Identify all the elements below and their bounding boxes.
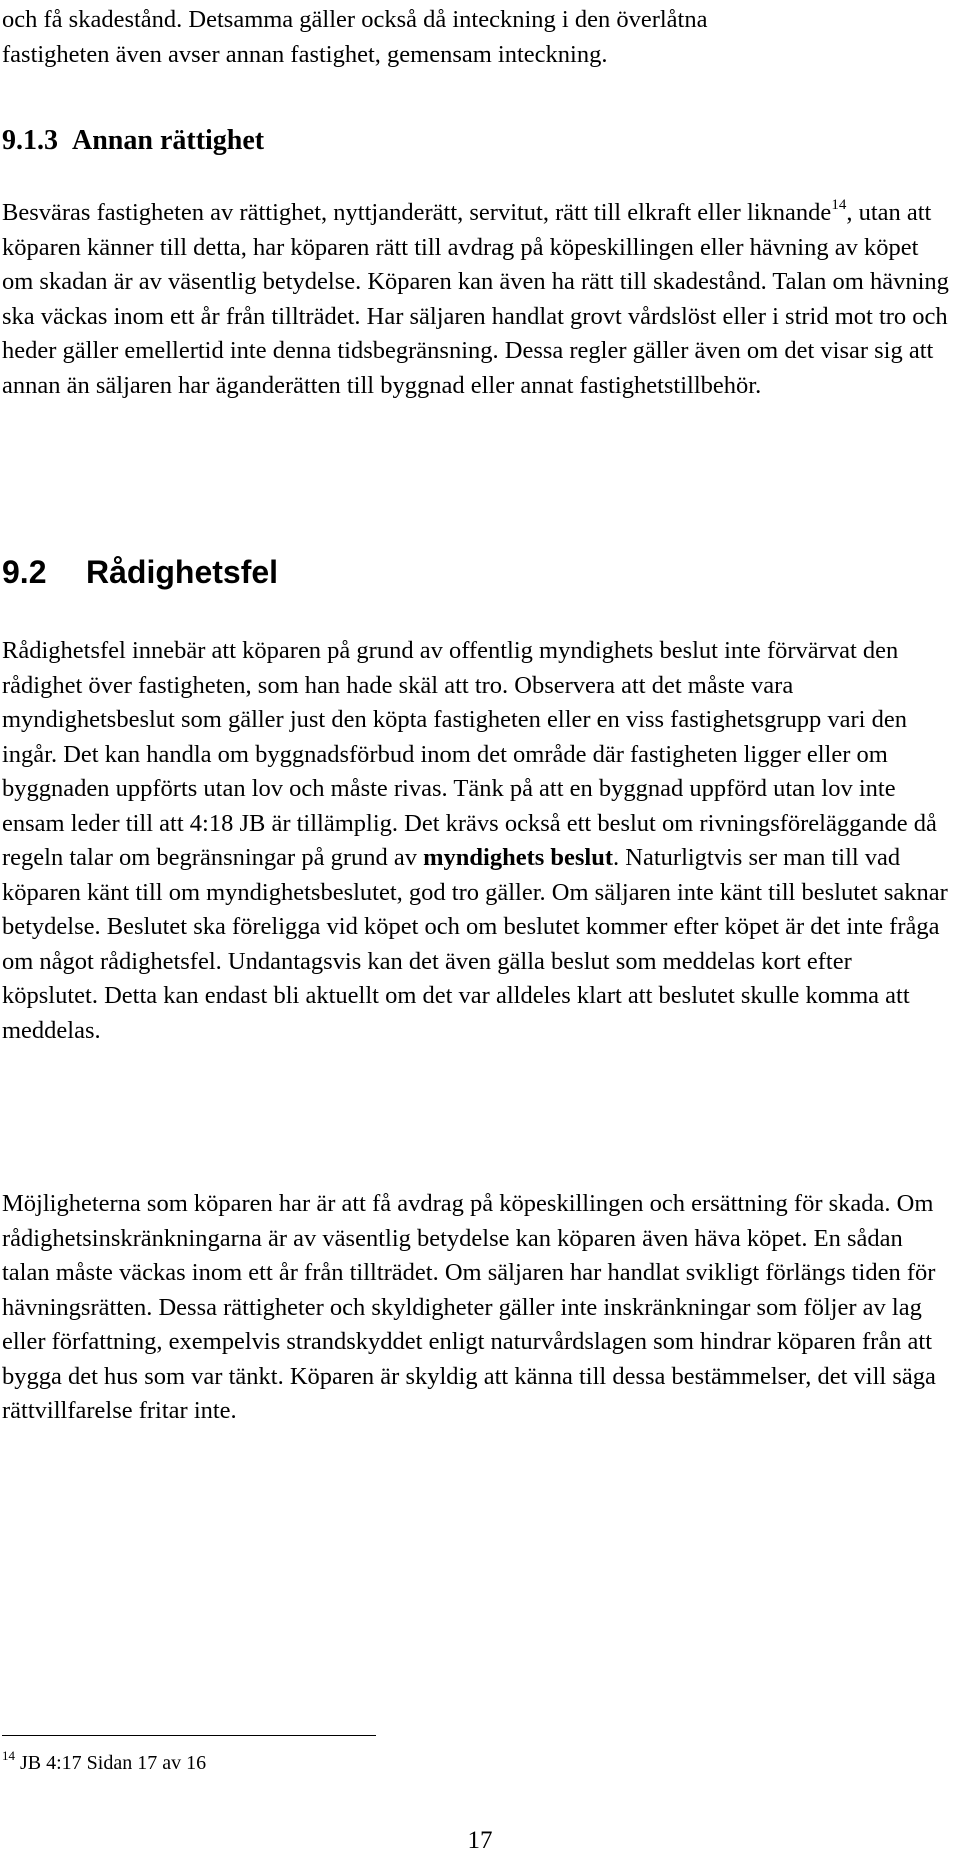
footnote-reference[interactable]: 14 xyxy=(831,197,847,213)
section-number: 9.2 xyxy=(2,554,47,590)
paragraph-radighetsfel-1 xyxy=(2,634,952,1048)
footnote-text: JB 4:17 Sidan 17 av 16 xyxy=(20,1752,207,1774)
section-title: Annan rättighet xyxy=(72,125,265,156)
paragraph-text: Besväras fastigheten av rättighet, nyttjanderätt, servitut, rätt till elkraft eller liknande xyxy=(2,199,832,226)
section-number: 9.1.3 xyxy=(2,125,58,156)
page-number: 17 xyxy=(467,1827,493,1854)
intro-line-2: fastigheten även avser annan fastighet, gemensam inteckning. xyxy=(2,40,608,68)
intro-paragraph xyxy=(2,3,952,72)
paragraph-text: Rådighetsfel innebär att köparen på grund av offentlig myndighets beslut inte förvärvat den rådighet över fastigheten, som han hade skäl att tro. Observera att det måste vara myndighetsbeslut som gäller just den köpta fastigheten eller en viss fastighetsgrupp vari den ingår. Det kan handla om byggnadsförbud inom det område där fastigheten ligger eller om byggnaden uppförts utan lov och måste rivas. Tänk på att en byggnad uppförd utan lov inte ensam leder till att 4:18 JB är tillämplig. Det krävs också ett beslut om rivningsföreläggande då regeln talar om begränsningar på grund av xyxy=(2,637,937,871)
section-title: Rådighetsfel xyxy=(86,554,279,590)
paragraph-text: , utan att köparen känner till detta, har köparen rätt till avdrag på köpeskillingen eller hävning av köpet om skadan är av väsentlig betydelse. Köparen kan även ha rätt till skadestånd. Talan om hävning ska väckas inom ett år från tillträdet. Har säljaren handlat grovt vårdslöst eller i strid mot tro och heder gäller emellertid inte denna tidsbegränsning. Dessa regler gäller även om det visar sig att annan än säljaren har äganderätten till byggnad eller annat fastighetstillbehör. xyxy=(2,199,949,399)
paragraph-text: . Naturligtvis ser man till vad köparen känt till om myndighetsbeslutet, god tro gäller. Om säljaren inte känt till beslutet saknar betydelse. Beslutet ska föreligga vid köpet och om beslutet kommer efter köpet är det inte fråga om något rådighetsfel. Undantagsvis kan det även gälla beslut som meddelas kort efter köpslutet. Detta kan endast bli aktuellt om det var alldeles klart att beslutet skulle komma att meddelas. xyxy=(2,844,948,1044)
paragraph-radighetsfel-2: Möjligheterna som köparen har är att få avdrag på köpeskillingen och ersättning för skada. Om rådighetsinskränkningarna är av väsentlig betydelse kan köparen även häva köpet. En sådan talan måste väckas inom ett år från tillträdet. Om säljaren har handlat svikligt förlängs tiden för hävningsrätten. Dessa rättigheter och skyldigheter gäller inte inskränkningar som följer av lag eller författning, exempelvis strandskyddet enligt naturvårdslagen som hindrar köparen från att bygga det hus som var tänkt. Köparen är skyldig att känna till dessa bestämmelser, det vill säga rättvillfarelse fritar inte. xyxy=(2,1190,936,1424)
section-heading-9-1-3 xyxy=(2,124,264,158)
paragraph-annan-rattighet xyxy=(2,196,952,403)
footnote-marker: 14 xyxy=(2,1748,15,1763)
section-heading-9-2 xyxy=(2,552,278,592)
footnote-separator xyxy=(2,1735,376,1736)
intro-line-1: och få skadestånd. Detsamma gäller också då inteckning i den överlåtna xyxy=(2,6,708,33)
footnote xyxy=(2,1750,206,1776)
bold-emphasis: myndighets beslut xyxy=(423,844,614,871)
